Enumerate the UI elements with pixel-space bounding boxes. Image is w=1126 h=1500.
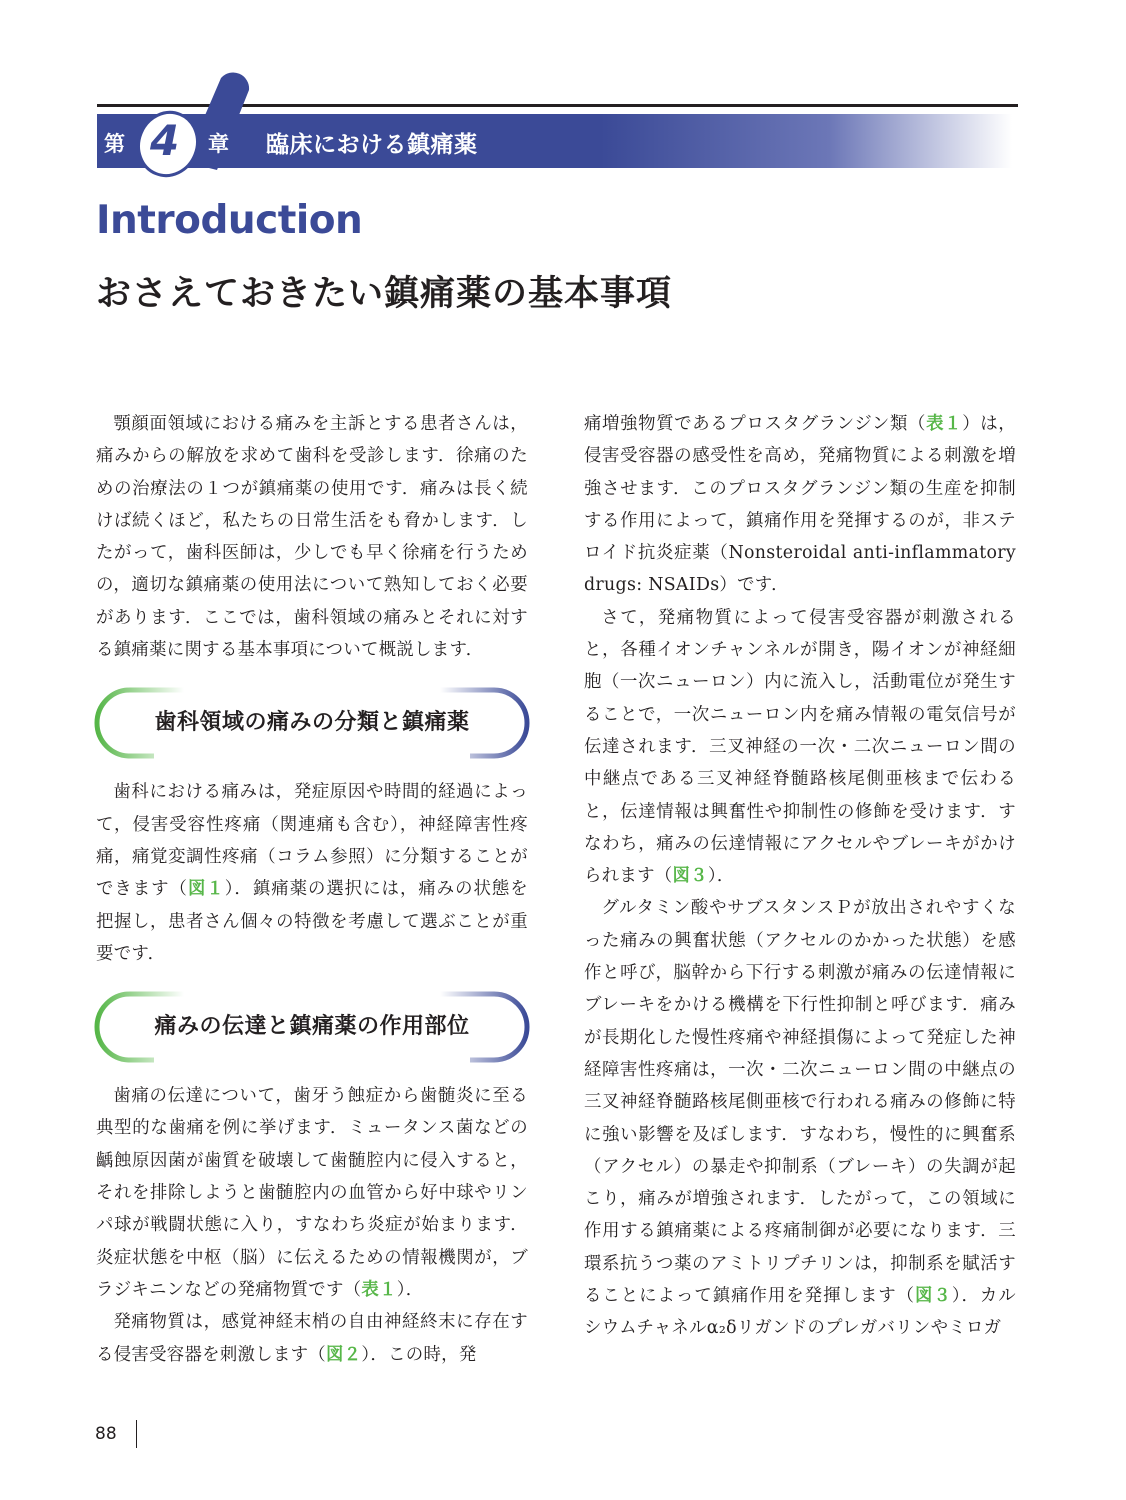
page-heading: おさえておきたい鎮痛薬の基本事項 [96, 274, 673, 314]
table-reference-link[interactable]: 表１ [926, 414, 963, 434]
figure-reference-link[interactable]: 図１ [187, 879, 225, 900]
chapter-title: 臨床における鎮痛薬 [266, 132, 478, 158]
section-heading-text: 痛みの伝達と鎮痛薬の作用部位 [154, 1014, 470, 1040]
table-reference-link[interactable]: 表１ [361, 1279, 397, 1300]
chapter-suffix: 章 [208, 132, 229, 156]
section-heading-text: 歯科領域の痛みの分類と鎮痛薬 [154, 710, 470, 736]
transmission-paragraph: 歯痛の伝達について，歯牙う蝕症から歯髄炎に至る典型的な歯痛を例に挙げます．ミュータンス菌などの齲蝕原因菌が歯質を破壊して歯髄腔内に侵入すると，それを排除しようと歯髄腔内の血管から好中球やリンパ球が戦闘状態に入り，すなわち炎症が始まります．炎症状態を中枢（脳）に伝えるための情報機関が，ブラジキニンなどの発痛物質です（表１）． [96, 1086, 528, 1300]
right-column [584, 408, 1016, 1345]
classification-paragraph: 歯科における痛みは，発症原因や時間的経過によって，侵害受容性疼痛（関連痛も含む），神経障害性疼痛，痛覚変調性疼痛（コラム参照）に分類することができます（図１）．鎮痛薬の選択には，痛みの状態を把握し，患者さん個々の特徴を考慮して選ぶことが重要です． [96, 782, 528, 964]
figure-reference-link[interactable]: 図３ [915, 1286, 952, 1307]
section-heading-pain-classification [96, 686, 528, 760]
figure-reference-link[interactable]: 図３ [672, 866, 708, 887]
section-heading-pain-transmission [96, 990, 528, 1064]
left-column [96, 408, 528, 1371]
chapter-number-pill [125, 62, 255, 180]
chapter-prefix: 第 [104, 132, 125, 156]
intro-label: Introduction [96, 198, 363, 243]
page-number-divider [136, 1420, 137, 1448]
prostaglandin-paragraph: 痛増強物質であるプロスタグランジン類（表１）は，侵害受容器の感受性を高め，発痛物質による刺激を増強させます．このプロスタグランジン類の生産を抑制する作用によって，鎮痛作用を発揮するのが，非ステロイド抗炎症薬（Nonsteroidal anti-inflammatory drugs: NSAIDs）です． [584, 414, 1016, 596]
intro-paragraph: 顎顔面領域における痛みを主訴とする患者さんは，痛みからの解放を求めて歯科を受診します．徐痛のための治療法の１つが鎮痛薬の使用です．痛みは長く続けば続くほど，私たちの日常生活をも脅かします．したがって，歯科医師は，少しでも早く徐痛を行うための，適切な鎮痛薬の使用法について熟知しておく必要があります．ここでは，歯科領域の痛みとそれに対する鎮痛薬に関する基本事項について概説します． [96, 414, 528, 661]
sensitization-paragraph: グルタミン酸やサブスタンスＰが放出されやすくなった痛みの興奮状態（アクセルのかかった状態）を感作と呼び，脳幹から下行する刺激が痛みの伝達情報にブレーキをかける機構を下行性抑制と呼びます．痛みが長期化した慢性疼痛や神経損傷によって発症した神経障害性疼痛は，一次・二次ニューロン間の中継点の三叉神経脊髄路核尾側亜核で行われる痛みの修飾に特に強い影響を及ぼします．すなわち，慢性的に興奮系（アクセル）の暴走や抑制系（ブレーキ）の失調が起こり，痛みが増強されます．したがって，この領域に作用する鎮痛薬による疼痛制御が必要になります．三環系抗うつ薬のアミトリプチリンは，抑制系を賦活することによって鎮痛作用を発揮します（図３）．カルシウムチャネルα₂δリガンドのプレガバリンやミロガ [584, 898, 1016, 1339]
ion-channel-paragraph: さて，発痛物質によって侵害受容器が刺激されると，各種イオンチャンネルが開き，陽イオンが神経細胞（一次ニューロン）内に流入し，活動電位が発生することで，一次ニューロン内を痛み情報の電気信号が伝達されます．三叉神経の一次・二次ニューロン間の中継点である三叉神経脊髄路核尾側亜核まで伝わると，伝達情報は興奮性や抑制性の修飾を受けます．すなわち，痛みの伝達情報にアクセルやブレーキがかけられます（図３）． [584, 607, 1016, 887]
nociceptor-paragraph: 発痛物質は，感覚神経末梢の自由神経終末に存在する侵害受容器を刺激します（図２）．この時，発 [96, 1312, 528, 1365]
page-number: 88 [95, 1424, 117, 1444]
chapter-number: 4 [150, 116, 180, 165]
figure-reference-link[interactable]: 図２ [325, 1344, 362, 1365]
